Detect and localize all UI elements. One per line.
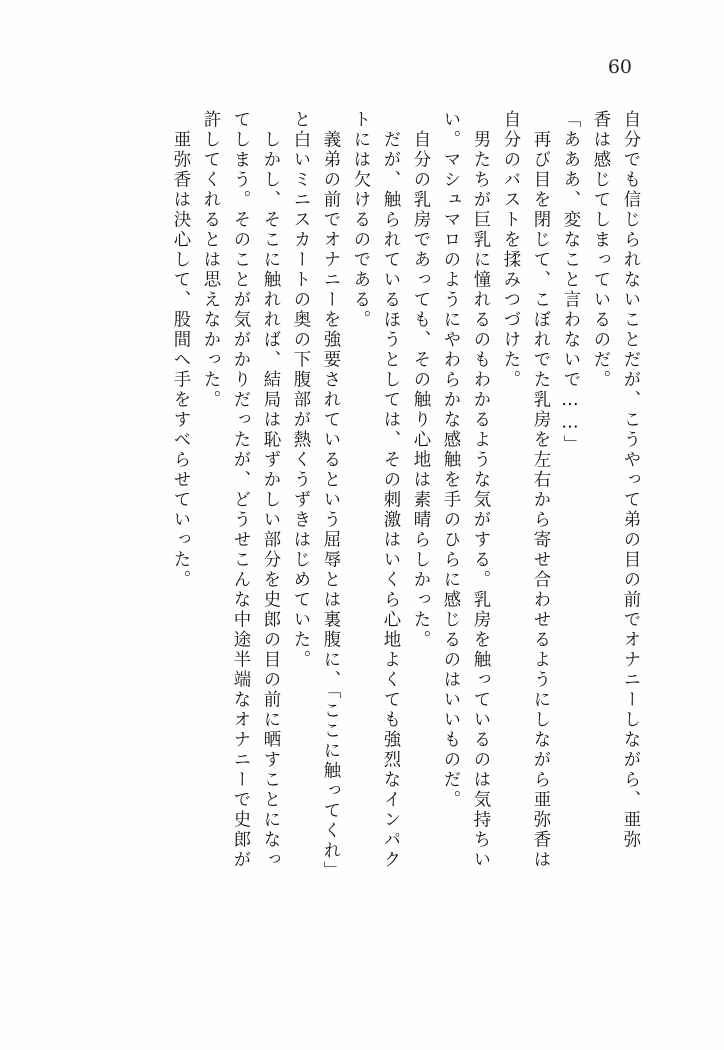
text-line: てしまう。そのことが気がかりだったが、どうせこんな中途半端なオナニーで史郎が [230, 110, 250, 870]
text-line: だが、触られているほうとしては、その刺激はいくら心地よくても強烈なインパク [380, 110, 400, 870]
text-line: しかし、そこに触れれば、結局は恥ずかしい部分を史郎の目の前に晒すことになっ [260, 110, 280, 870]
text-line: い。マシュマロのようにやわらかな感触を手のひらに感じるのはいいものだ。 [440, 110, 460, 810]
text-line: 義弟の前でオナニーを強要されているという屈辱とは裏腹に、「ここに触ってくれ」 [320, 110, 340, 882]
text-line: 自分でも信じられないことだが、こうやって弟の目の前でオナニーしながら、亜弥 [620, 110, 640, 850]
text-line: と白いミニスカートの奥の下腹部が熱くうずきはじめていた。 [290, 110, 310, 670]
text-line: トには欠けるのである。 [350, 110, 370, 330]
text-line: 自分のバストを揉みつづけた。 [500, 110, 520, 390]
text-line: 亜弥香は決心して、股間へ手をすべらせていった。 [170, 110, 190, 590]
text-line: 再び目を閉じて、こぼれでた乳房を左右から寄せ合わせるようにしながら亜弥香は [530, 110, 550, 870]
text-line: 「あああ、変なこと言わないで……」 [560, 110, 580, 456]
body-text [78, 110, 638, 965]
text-line: 男たちが巨乳に憧れるのもわかるような気がする。乳房を触っているのは気持ちい [470, 110, 490, 870]
text-line: 香は感じてしまっているのだ。 [590, 110, 610, 390]
text-line: 自分の乳房であっても、その触り心地は素晴らしかった。 [410, 110, 430, 650]
text-line: 許してくれるとは思えなかった。 [200, 110, 220, 410]
page-number: 60 [607, 56, 632, 78]
